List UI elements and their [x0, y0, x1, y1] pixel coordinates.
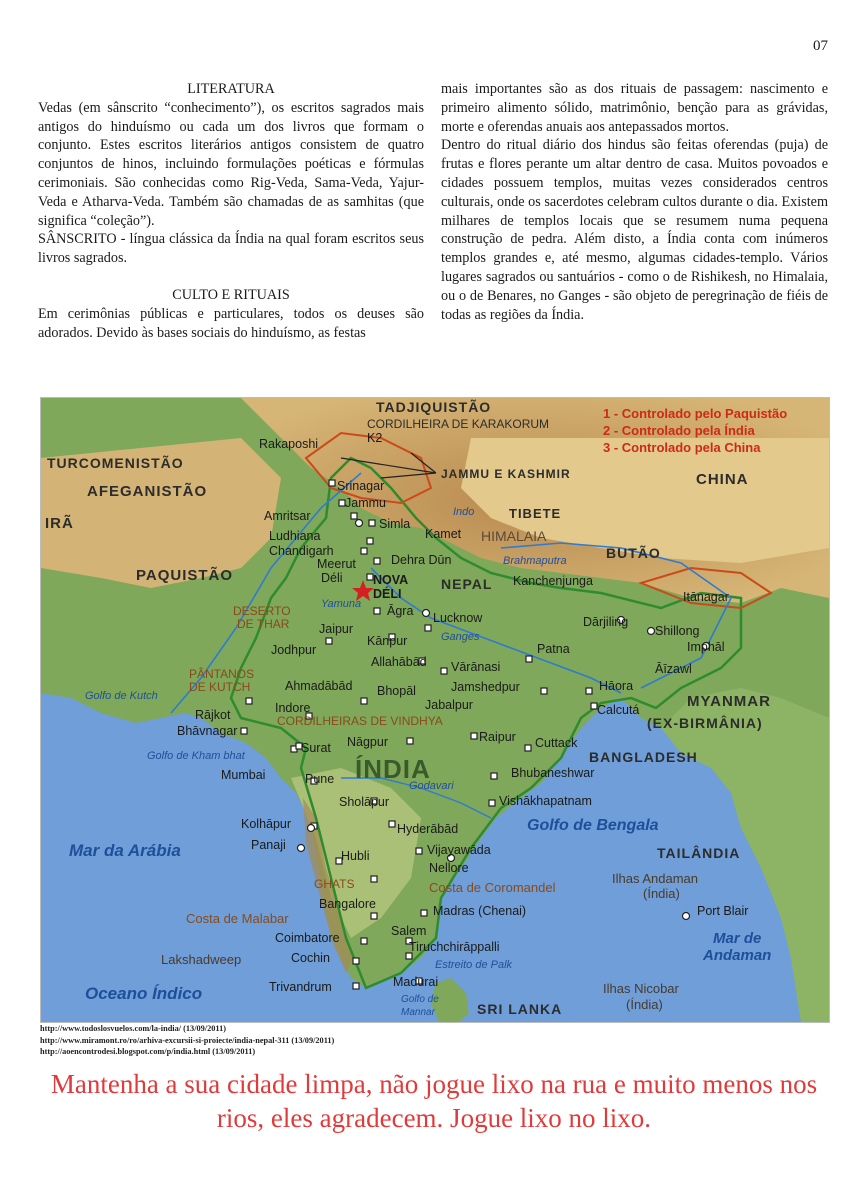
city-label: Itānagar — [683, 590, 729, 604]
label-andaman: (Índia) — [643, 886, 680, 901]
city-label: Port Blair — [697, 904, 749, 918]
city-label: Shillong — [655, 624, 700, 638]
label-andaman-sea: Andaman — [703, 947, 772, 964]
city-label: Mumbai — [221, 768, 266, 782]
city-label: Jodhpur — [271, 643, 317, 657]
city-label: Cochin — [291, 951, 330, 965]
city-label: Jammu — [345, 496, 386, 510]
label-gulf-kutch: Golfo de Kutch — [85, 690, 158, 702]
label-palk-strait: Estreito de Palk — [435, 959, 513, 971]
label-nepal: NEPAL — [441, 576, 493, 592]
label-godavari: Godavari — [409, 780, 454, 792]
label-bhutan: BUTÃO — [606, 545, 661, 561]
city-label: Nellore — [429, 861, 469, 875]
label-gulf-mannar: Mannar — [401, 1007, 435, 1018]
city-label: Calcutá — [597, 703, 640, 717]
label-kutch: PÂNTANOS — [189, 667, 255, 681]
cult-text: Em cerimônias públicas e particulares, todos os deuses são adorados. Devido às bases sociais do hinduísmo, as festas — [38, 305, 424, 341]
source-link: http://www.miramont.ro/ro/arhiva-excursii-si-proiecte/india-nepal-311 (13/09/2011) — [40, 1035, 335, 1045]
city-label: Dehra Dūn — [391, 553, 452, 567]
label-afghanistan: AFEGANISTÃO — [87, 483, 208, 500]
label-brahmaputra: Brahmaputra — [503, 555, 567, 567]
label-turkmenistan: TURCOMENISTÃO — [47, 455, 184, 471]
slogan: Mantenha a sua cidade limpa, não jogue lixo na rua e muito menos nos rios, eles agradecem. Jogue lixo no lixo. — [50, 1069, 818, 1133]
label-india: ÍNDIA — [355, 754, 431, 784]
label-arabian-sea: Mar da Arábia — [69, 841, 181, 860]
heading-cult: CULTO E RITUAIS — [172, 286, 290, 303]
label-china: CHINA — [696, 471, 749, 488]
label-kutch: DE KUTCH — [189, 680, 251, 694]
source-link: http://aoencontrodesi.blogspot.com/p/india.html (13/09/2011) — [40, 1047, 256, 1056]
label-ghats: GHATS — [314, 877, 355, 891]
city-label: Allahābād — [371, 655, 427, 669]
city-label: Ahmadābād — [285, 679, 353, 693]
city-label: Dārjiling — [583, 615, 629, 629]
label-karakorum: CORDILHEIRA DE KARAKORUM — [367, 417, 550, 431]
label-tajikistan: TADJIQUISTÃO — [376, 399, 492, 415]
city-label: Simla — [379, 517, 411, 531]
city-label: Imphāl — [687, 640, 725, 654]
page-number: 07 — [813, 38, 828, 54]
label-pakistan: PAQUISTÃO — [136, 567, 234, 584]
city-label: Surat — [301, 741, 331, 755]
city-label: Meerut — [317, 557, 356, 571]
city-label: Madurai — [393, 975, 439, 989]
city-label: Hyderābād — [397, 822, 459, 836]
city-label: Indore — [275, 701, 311, 715]
city-label: Salem — [391, 924, 427, 938]
city-label: Kanchenjunga — [513, 574, 593, 588]
label-bay-of-bengal: Golfo de Bengala — [527, 817, 659, 834]
city-label: Nāgpur — [347, 735, 388, 749]
city-label: Bhāvnagar — [177, 724, 238, 738]
city-label: Vijayawāda — [427, 843, 491, 857]
city-label: DÉLI — [373, 587, 402, 601]
label-sri-lanka: SRI LANKA — [477, 1001, 563, 1017]
city-label: Srinagar — [337, 479, 385, 493]
sanskrit-text: SÂNSCRITO - língua clássica da Índia na qual foram escritos seus livros sagrados. — [38, 231, 424, 267]
city-label: Kānpur — [367, 634, 408, 648]
label-lakshadweep: Lakshadweep — [161, 952, 242, 967]
label-ex-burma: (EX-BIRMÂNIA) — [647, 715, 763, 731]
label-vindhya: CORDILHEIRAS DE VINDHYA — [277, 714, 443, 728]
city-label: Patna — [537, 642, 570, 656]
city-label: Sholāpur — [339, 795, 390, 809]
label-iran: IRÃ — [45, 515, 74, 532]
city-label: Jabalpur — [425, 698, 473, 712]
label-tibet: TIBETE — [509, 506, 562, 521]
sources-list — [40, 1023, 334, 1058]
india-map — [40, 397, 830, 1023]
city-label: Āīzawl — [655, 662, 692, 676]
legend-item: 1 - Controlado pelo Paquistão — [603, 406, 788, 421]
city-label: NOVA — [373, 573, 409, 587]
label-andaman: Ilhas Andaman — [612, 871, 699, 886]
city-label: Rājkot — [195, 708, 231, 722]
city-label: Kolhāpur — [241, 817, 292, 831]
temples-text: Dentro do ritual diário dos hindus são feitas oferendas (puja) de frutas e flores perante um altar dentro de casa. Muitos povoados e cidades possuem templos, muitas vezes considerados centros culturais, onde os sacerdotes celebram cultos durante o dia. Existem milhares de templos locais que se resumem numa pequena construção de pedra. Além disto, a Índia conta com inúmeros templos grandes e, até mesmo, algumas cidades-templo. Vários lugares sagrados ou santuários - como o de Rishikesh, no Himalaia, ou o de Benares, no Ganges - são objeto de peregrinação de fiéis de todas as regiões da Índia. — [441, 137, 828, 323]
label-gulf-mannar: Golfo de — [401, 994, 439, 1005]
city-label: Kamet — [425, 527, 462, 541]
left-column — [38, 80, 424, 342]
city-label: Trivandrum — [269, 980, 332, 994]
city-label: Tiruchchirāppalli — [409, 940, 500, 954]
label-malabar: Costa de Malabar — [186, 911, 289, 926]
city-label: Jaipur — [319, 622, 354, 636]
city-label: Bangalore — [319, 897, 376, 911]
city-label: Ludhiana — [269, 529, 321, 543]
heading-literature: LITERATURA — [187, 81, 275, 97]
label-nicobar: (Índia) — [626, 997, 663, 1012]
literature-text: Vedas (em sânscrito “conhecimento”), os escritos sagrados mais antigos do hinduísmo ou cada um dos livros que formam o conjunto. Estes escritos literários antigos consistem de quatro conjuntos de hinos, incluindo formulações poéticas e fórmulas cerimoniais. São conhecidas como Rig-Veda, Sama-Veda, Yajur-Veda e Atharva-Veda. Também são chamadas de as samhitas (que significa “coleção”). — [38, 99, 424, 229]
city-label: Hāora — [599, 679, 634, 693]
city-label: Pune — [305, 772, 335, 786]
right-column — [441, 80, 828, 324]
city-label: Chandigarh — [269, 544, 334, 558]
city-label: Bhopāl — [377, 684, 416, 698]
city-label: Coimbatore — [275, 931, 340, 945]
city-label: Panaji — [251, 838, 286, 852]
city-label: Cuttack — [535, 736, 578, 750]
city-label: Madras (Chenai) — [433, 904, 527, 918]
city-label: Vārānasi — [451, 660, 501, 674]
city-label: Lucknow — [433, 611, 483, 625]
label-himalaia: HIMALAIA — [481, 528, 547, 544]
legend-item: 2 - Controlado pela Índia — [603, 423, 755, 438]
city-label: Raipur — [479, 730, 516, 744]
rituals-text: mais importantes são as dos rituais de passagem: nascimento e primeiro alimento sólido, matrimônio, benção para as grávidas, morte e oferendas anuais aos antepassados mortos. — [441, 81, 828, 135]
label-jammu-kashmir: JAMMU E KASHMIR — [441, 467, 571, 481]
city-label: Déli — [321, 571, 343, 585]
city-label: Bhubaneshwar — [511, 766, 595, 780]
label-yamuna: Yamuna — [321, 598, 362, 610]
label-nicobar: Ilhas Nicobar — [603, 981, 679, 996]
city-label: Rakaposhi — [259, 437, 319, 451]
label-myanmar: MYANMAR — [687, 693, 771, 710]
label-andaman-sea: Mar de — [713, 930, 762, 947]
label-indian-ocean: Oceano Índico — [85, 984, 203, 1003]
label-ganges: Ganges — [441, 631, 480, 643]
label-thailand: TAILÂNDIA — [657, 845, 741, 861]
label-bangladesh: BANGLADESH — [589, 749, 698, 765]
label-indus: Indo — [453, 506, 475, 518]
label-thar: DE THAR — [237, 617, 290, 631]
legend-item: 3 - Controlado pela China — [603, 440, 761, 455]
city-label: Āgra — [387, 604, 414, 618]
city-label: Amritsar — [264, 509, 311, 523]
label-coromandel: Costa de Coromandel — [429, 880, 556, 895]
label-thar: DESERTO — [233, 604, 291, 618]
label-gulf-khambhat: Golfo de Kham bhat — [147, 750, 245, 762]
city-label: Hubli — [341, 849, 370, 863]
city-label: Jamshedpur — [451, 680, 520, 694]
city-label: Vishākhapatnam — [499, 794, 592, 808]
city-label: K2 — [367, 431, 383, 445]
source-link: http://www.todoslosvuelos.com/la-india/ (13/09/2011) — [40, 1024, 227, 1033]
